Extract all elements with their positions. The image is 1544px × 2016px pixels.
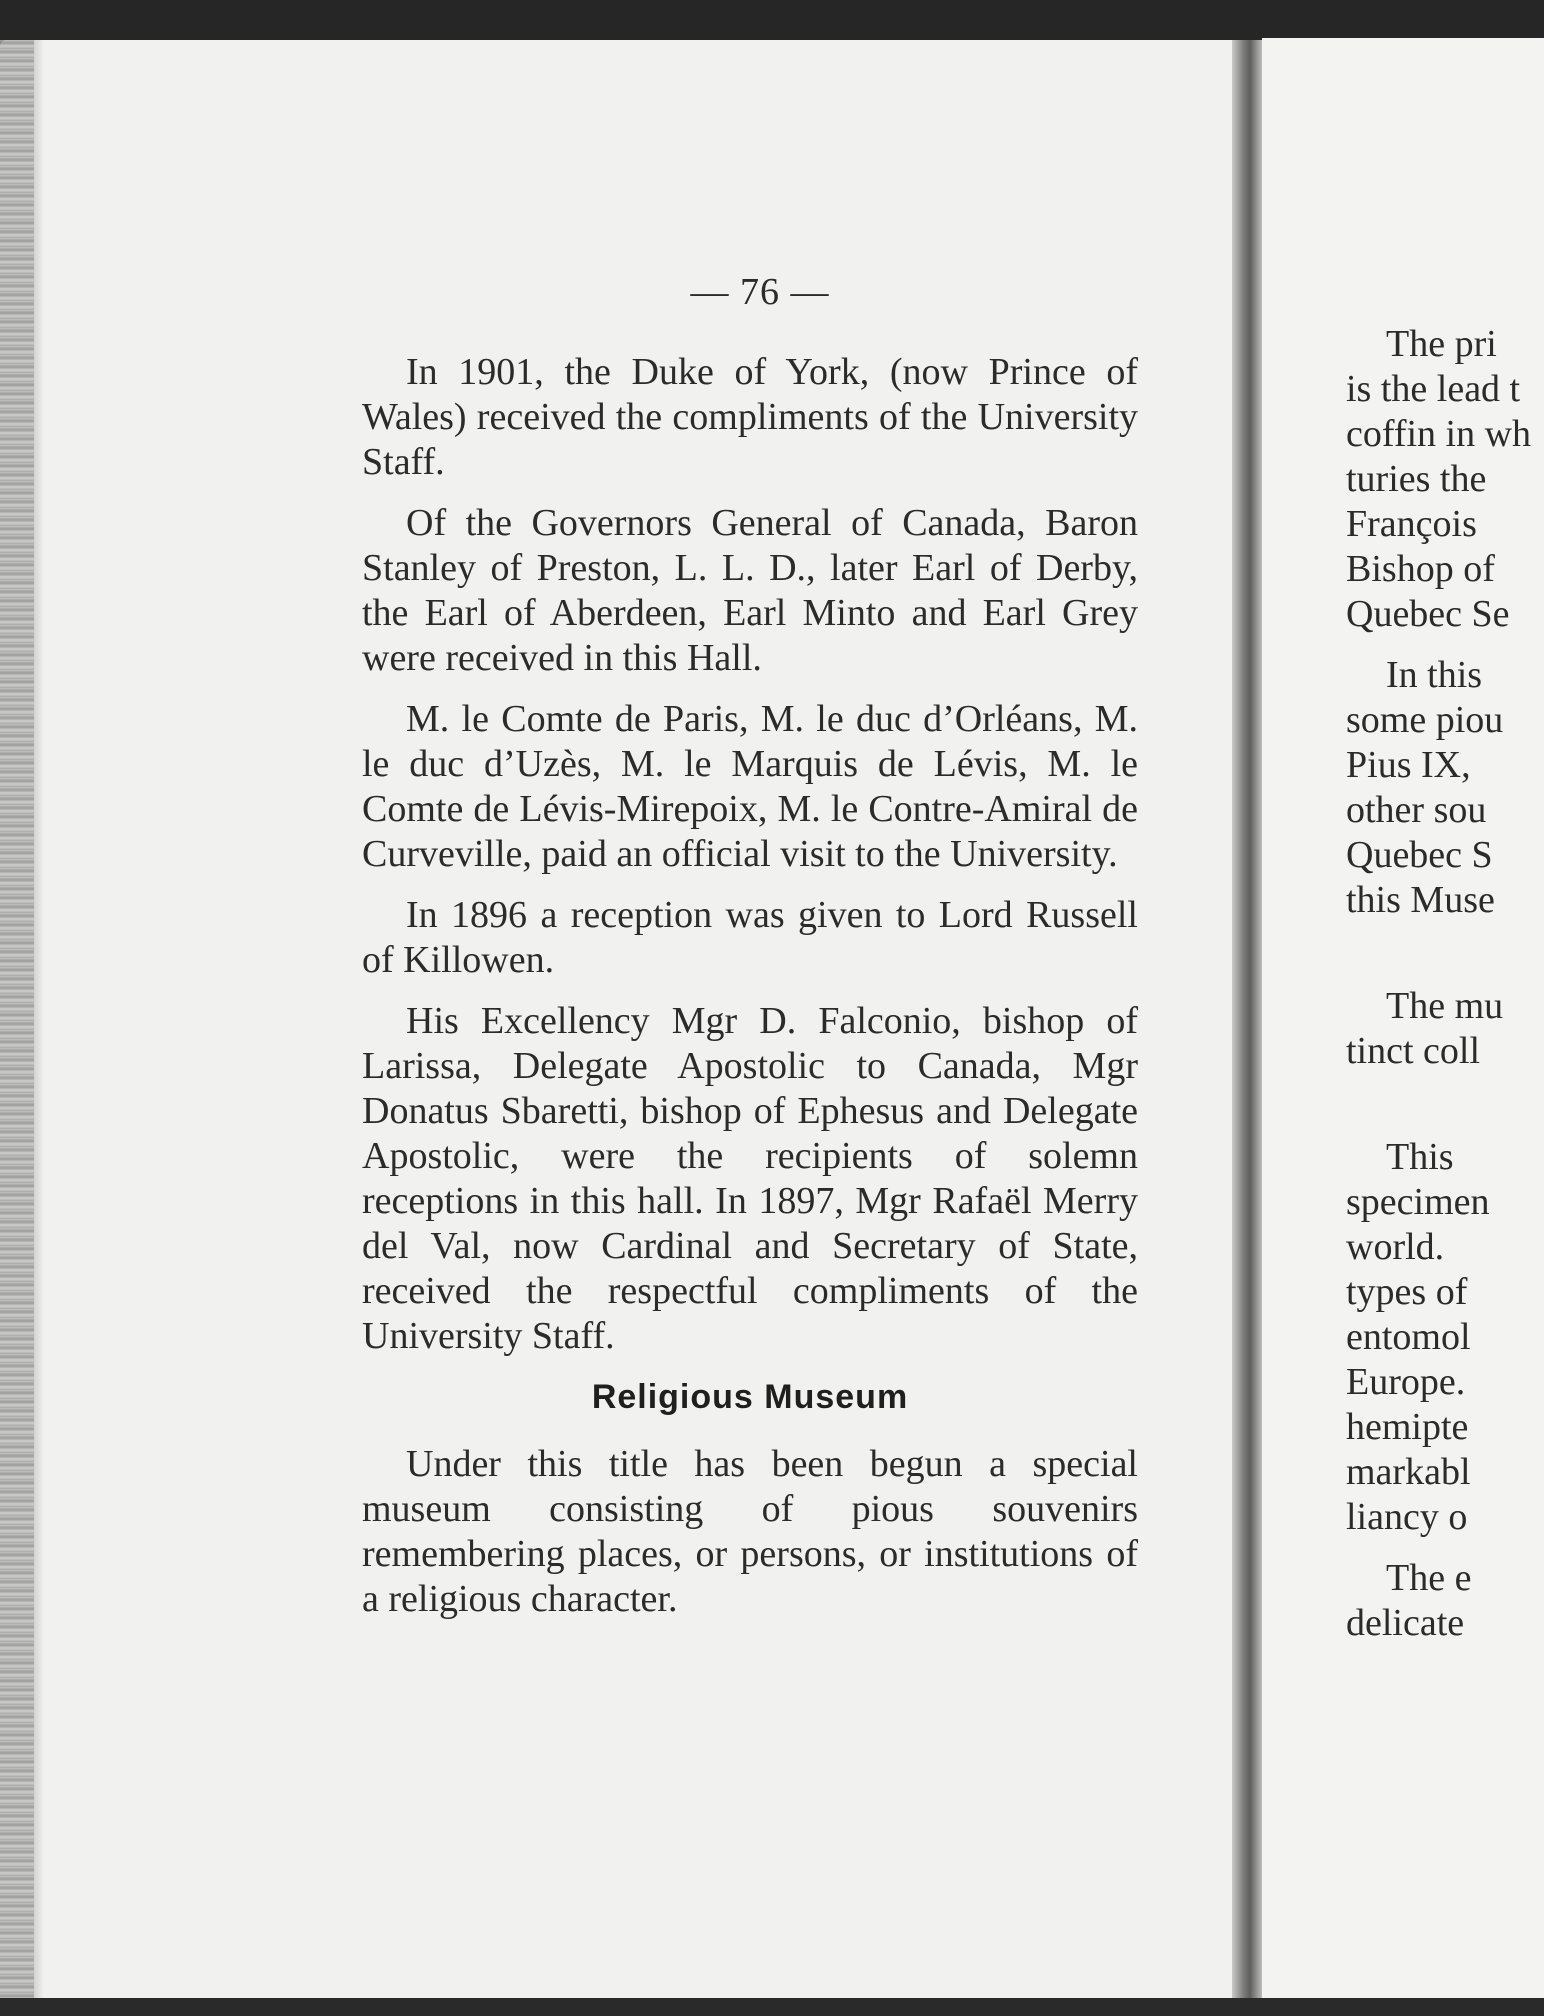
right-page-line: is the lead t (1346, 368, 1521, 410)
paragraph-delegates-apostolic: His Excellency Mgr D. Falconio, bishop of Larissa, Delegate Apostolic to Canada, Mgr Donatus Sbaretti, bishop of Ephesus and Delegate Apostolic, were the recipients of solemn receptions in this hall. In 1897, Mgr Rafaël Merry del Val, now Cardinal and Secretary of State, received the respectful compliments of the University Staff. (362, 1000, 1138, 1357)
paragraph-governors-general: Of the Governors General of Canada, Baron Stanley of Preston, L. L. D., later Earl of Derby, the Earl of Aberdeen, Earl Minto and Earl Grey were received in this Hall. (362, 502, 1138, 679)
right-page-line: entomol (1346, 1316, 1471, 1358)
right-page-line: some piou (1346, 699, 1504, 741)
left-page-body (362, 350, 1138, 1638)
paragraph-duke-of-york: In 1901, the Duke of York, (now Prince of Wales) received the compliments of the University Staff. (362, 351, 1138, 483)
line-gap (1346, 1074, 1544, 1090)
right-page-line: The e (1386, 1557, 1472, 1599)
right-page-body (1346, 322, 1544, 1646)
right-page-line: Europe. (1346, 1361, 1466, 1403)
cut-heading-fragment (1346, 1090, 1544, 1135)
right-page-line: François (1346, 503, 1477, 545)
right-page-line: Pius IX, (1346, 744, 1471, 786)
section-heading: Religious Museum (591, 1378, 909, 1416)
right-page-line: The pri (1386, 323, 1497, 365)
right-page-line: In this (1386, 654, 1483, 696)
right-page-line: tinct coll (1346, 1030, 1481, 1072)
right-page-line: types of (1346, 1271, 1468, 1313)
line-gap (1346, 637, 1544, 653)
right-page-line: The mu (1386, 985, 1504, 1027)
right-page-line: world. (1346, 1226, 1445, 1268)
paragraph-lord-russell: In 1896 a reception was given to Lord Russell of Killowen. (362, 894, 1138, 981)
right-page-line: liancy o (1346, 1496, 1468, 1538)
right-page-line: Quebec Se (1346, 593, 1510, 635)
book-gutter (1232, 40, 1262, 2015)
paragraph-french-visitors: M. le Comte de Paris, M. le duc d’Orléans, M. le duc d’Uzès, M. le Marquis de Lévis, M. le Comte de Lévis-Mirepoix, M. le Contre-Amiral de Curveville, paid an official visit to the University. (362, 698, 1138, 875)
page-edge-shade (34, 40, 44, 2015)
paragraph-religious-museum: Under this title has been begun a special museum consisting of pious souvenirs remembering places, or persons, or institutions of a religious character. (362, 1443, 1138, 1620)
right-page-line: markabl (1346, 1451, 1471, 1493)
right-page-line: Bishop of (1346, 548, 1495, 590)
cut-heading-fragment (1346, 939, 1544, 984)
right-page-line: this Muse (1346, 879, 1495, 921)
right-page-line: This (1386, 1136, 1454, 1178)
right-page-line: coffin in wh (1346, 413, 1532, 455)
line-gap (1346, 1540, 1544, 1556)
scan-bottom-border (0, 1998, 1544, 2016)
right-page-line: specimen (1346, 1181, 1490, 1223)
page-number: — 76 — (690, 271, 830, 313)
right-page-line: hemipte (1346, 1406, 1469, 1448)
page-edge (0, 40, 34, 2015)
right-page-line: Quebec S (1346, 834, 1493, 876)
right-page-line: other sou (1346, 789, 1487, 831)
line-gap (1346, 923, 1544, 939)
right-page-line: delicate (1346, 1602, 1465, 1644)
right-page-line: turies the (1346, 458, 1487, 500)
